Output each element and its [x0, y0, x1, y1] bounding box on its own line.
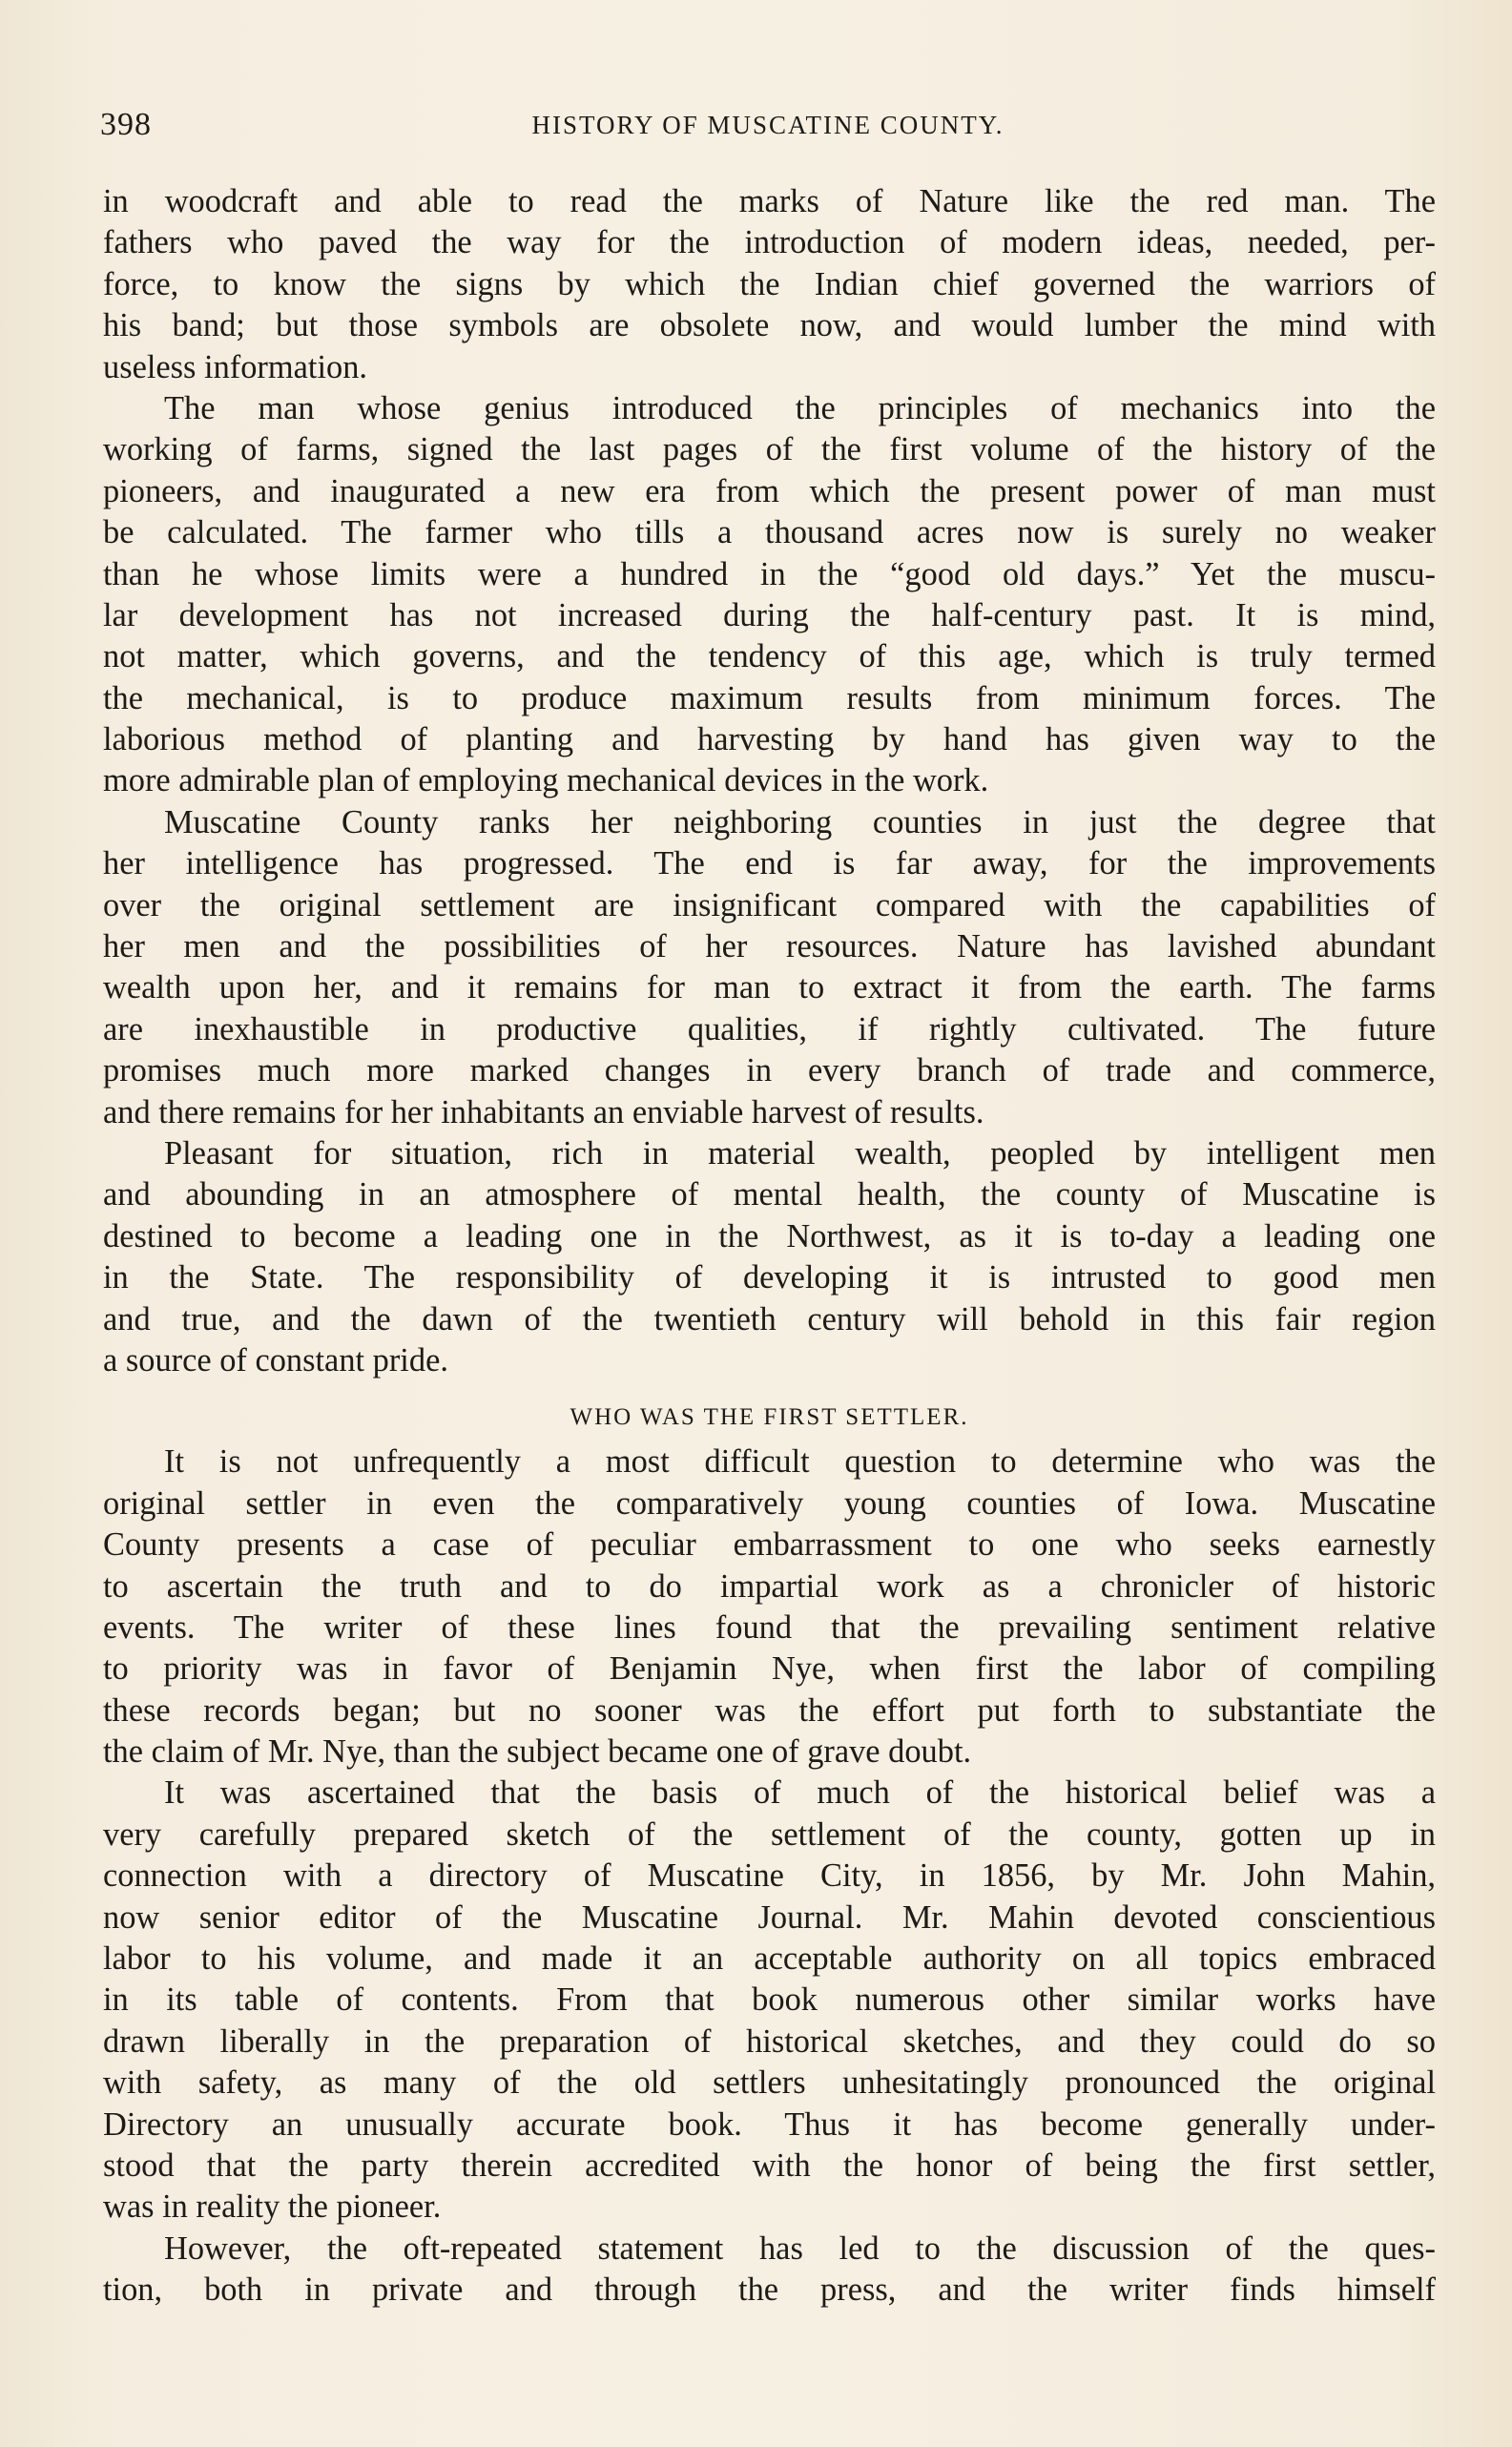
text-line: wealth upon her, and it remains for man to extract it from the earth. The farms — [103, 969, 1436, 1006]
text-line: in its table of contents. From that book numerous other similar works have — [103, 1981, 1436, 2019]
text-line: with safety, as many of the old settlers unhesitatingly pronounced the original — [103, 2064, 1436, 2102]
running-head: HISTORY OF MUSCATINE COUNTY. — [531, 111, 1005, 139]
page-header — [100, 107, 1436, 155]
text-line: tion, both in private and through the press, and the writer finds himself — [103, 2271, 1436, 2309]
text-line: to ascertain the truth and to do impartial work as a chronicler of historic — [103, 1567, 1436, 1605]
text-line: are inexhaustible in productive qualities, if rightly cultivated. The future — [103, 1010, 1436, 1047]
text-line: useless information. — [103, 348, 367, 385]
text-line: Pleasant for situation, rich in material wealth, peopled by intelligent men — [164, 1134, 1436, 1172]
paragraph — [103, 388, 1436, 802]
text-line: force, to know the signs by which the Indian chief governed the warriors of — [103, 265, 1436, 302]
text-line: laborious method of planting and harvesting by hand has given way to the — [103, 721, 1436, 758]
text-line: original settler in even the comparatively young counties of Iowa. Muscatine — [103, 1484, 1436, 1522]
text-line: The man whose genius introduced the principles of mechanics into the — [164, 389, 1436, 426]
text-line: labor to his volume, and made it an acceptable authority on all topics embraced — [103, 1940, 1436, 1978]
text-line: lar development has not increased during the half-century past. It is mind, — [103, 596, 1436, 633]
text-line: and abounding in an atmosphere of mental health, the county of Muscatine is — [103, 1176, 1436, 1213]
text-line: not matter, which governs, and the tendency of this age, which is truly termed — [103, 638, 1436, 675]
text-line: these records began; but no sooner was the effort put forth to substantiate the — [103, 1691, 1436, 1729]
paragraph — [103, 181, 1436, 388]
text-line: very carefully prepared sketch of the settlement of the county, gotten up in — [103, 1815, 1436, 1853]
text-line: events. The writer of these lines found that the prevailing sentiment relative — [103, 1608, 1436, 1646]
text-line: more admirable plan of employing mechanical devices in the work. — [103, 762, 989, 799]
text-line: County presents a case of peculiar embarrassment to one who seeks earnestly — [103, 1526, 1436, 1564]
text-line: working of farms, signed the last pages of the first volume of the history of the — [103, 431, 1436, 468]
text-line: the mechanical, is to produce maximum results from minimum forces. The — [103, 679, 1436, 716]
paragraph — [103, 1773, 1436, 2228]
text-line: than he whose limits were a hundred in the “good old days.” Yet the muscu- — [103, 555, 1436, 592]
paragraph — [103, 1133, 1436, 1381]
text-line: a source of constant pride. — [103, 1341, 448, 1379]
page-number: 398 — [100, 107, 152, 142]
text-line: drawn liberally in the preparation of historical sketches, and they could do so — [103, 2022, 1436, 2060]
section-heading: WHO WAS THE FIRST SETTLER. — [570, 1404, 969, 1431]
text-line: However, the oft-repeated statement has led to the discussion of the ques- — [164, 2229, 1436, 2267]
text-line: pioneers, and inaugurated a new era from which the present power of man must — [103, 472, 1436, 509]
text-line: be calculated. The farmer who tills a thousand acres now is surely no weaker — [103, 514, 1436, 551]
text-line: her men and the possibilities of her resources. Nature has lavished abundant — [103, 928, 1436, 965]
text-line: and there remains for her inhabitants an enviable harvest of results. — [103, 1093, 984, 1130]
text-line: fathers who paved the way for the introduction of modern ideas, needed, per- — [103, 224, 1436, 261]
text-line: It is not unfrequently a most difficult question to determine who was the — [164, 1443, 1436, 1481]
text-line: over the original settlement are insignificant compared with the capabilities of — [103, 886, 1436, 923]
text-line: Muscatine County ranks her neighboring counties in just the degree that — [164, 803, 1436, 840]
paragraph — [103, 802, 1436, 1133]
text-line: promises much more marked changes in every branch of trade and commerce, — [103, 1052, 1436, 1089]
text-line: connection with a directory of Muscatine City, in 1856, by Mr. John Mahin, — [103, 1857, 1436, 1895]
text-line: to priority was in favor of Benjamin Nye, when first the labor of compiling — [103, 1650, 1436, 1688]
text-line: was in reality the pioneer. — [103, 2188, 442, 2226]
text-line: Directory an unusually accurate book. Thus it has become generally under- — [103, 2105, 1436, 2143]
text-line: her intelligence has progressed. The end is far away, for the improvements — [103, 845, 1436, 882]
text-line: stood that the party therein accredited with the honor of being the first settler, — [103, 2146, 1436, 2184]
text-line: his band; but those symbols are obsolete now, and would lumber the mind with — [103, 307, 1436, 344]
text-line: in woodcraft and able to read the marks of Nature like the red man. The — [103, 183, 1436, 219]
text-line: the claim of Mr. Nye, than the subject became one of grave doubt. — [103, 1733, 972, 1771]
paragraph — [103, 2229, 1436, 2312]
page-body — [103, 181, 1436, 2312]
text-line: now senior editor of the Muscatine Journal. Mr. Mahin devoted conscientious — [103, 1898, 1436, 1936]
paragraph — [103, 1441, 1436, 1773]
text-line: in the State. The responsibility of developing it is intrusted to good men — [103, 1259, 1436, 1296]
text-line: and true, and the dawn of the twentieth century will behold in this fair region — [103, 1300, 1436, 1338]
text-line: destined to become a leading one in the Northwest, as it is to-day a leading one — [103, 1217, 1436, 1255]
text-line: It was ascertained that the basis of much of the historical belief was a — [164, 1774, 1436, 1812]
